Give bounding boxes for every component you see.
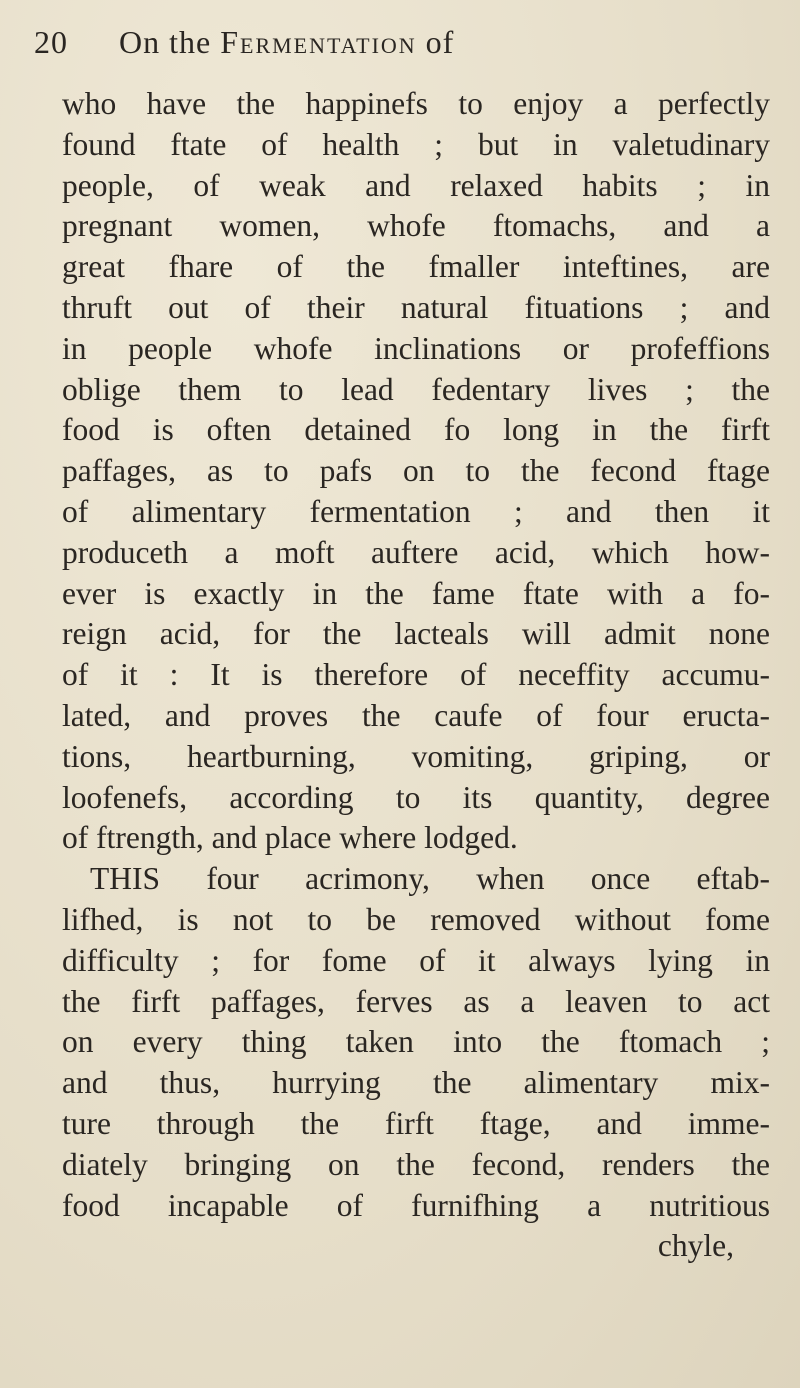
text-line: lifhed, is not to be removed without fome [62, 901, 770, 937]
text-line: of it : It is therefore of neceffity accumu- [62, 657, 770, 693]
text-line: thruft out of their natural fituations ; and [62, 289, 770, 325]
text-line: THIS four acrimony, when once eftab- [90, 861, 770, 897]
text-line: reign acid, for the lacteals will admit none [62, 616, 770, 652]
text-line: tions, heartburning, vomiting, griping, or [62, 738, 770, 774]
text-line: of alimentary fermentation ; and then it [62, 493, 770, 529]
text-line: found ftate of health ; but in valetudinary [62, 126, 770, 162]
text-line: great fhare of the fmaller inteftines, are [62, 249, 770, 285]
text-line: ever is exactly in the fame ftate with a fo- [62, 575, 770, 611]
text-line: produceth a moft auftere acid, which how- [62, 534, 770, 570]
running-title-caps: Fermentation [220, 24, 417, 60]
body-text [62, 84, 770, 1267]
paragraph-2 [62, 859, 770, 1226]
text-line: on every thing taken into the ftomach ; [62, 1024, 770, 1060]
text-line: food incapable of furnifhing a nutritious [62, 1187, 770, 1223]
text-line: lated, and proves the caufe of four eructa- [62, 697, 770, 733]
text-line: people, of weak and relaxed habits ; in [62, 167, 770, 203]
text-line: loofenefs, according to its quantity, degree [62, 779, 770, 815]
text-line: pregnant women, whofe ftomachs, and a [62, 208, 770, 244]
catchword: chyle, [657, 1228, 734, 1264]
running-title-prefix: On the [119, 24, 212, 60]
running-head [34, 24, 734, 61]
text-line: and thus, hurrying the alimentary mix- [62, 1065, 770, 1101]
running-title-suffix: of [425, 24, 455, 60]
page-number: 20 [34, 24, 68, 60]
text-line: who have the happinefs to enjoy a perfectly [62, 86, 770, 121]
text-line: paffages, as to pafs on to the fecond ftage [62, 453, 770, 489]
text-line: diately bringing on the fecond, renders the [62, 1146, 770, 1182]
text-line: oblige them to lead fedentary lives ; the [62, 371, 770, 407]
text-line: of ftrength, and place where lodged. [62, 820, 518, 856]
text-line: difficulty ; for fome of it always lying in [62, 942, 770, 978]
text-line: in people whofe inclinations or profeffions [62, 330, 770, 366]
text-line: food is often detained fo long in the firft [62, 412, 770, 448]
text-line: ture through the firft ftage, and imme- [62, 1105, 770, 1141]
text-line: the firft paffages, ferves as a leaven to act [62, 983, 770, 1019]
paragraph-1 [62, 84, 770, 859]
